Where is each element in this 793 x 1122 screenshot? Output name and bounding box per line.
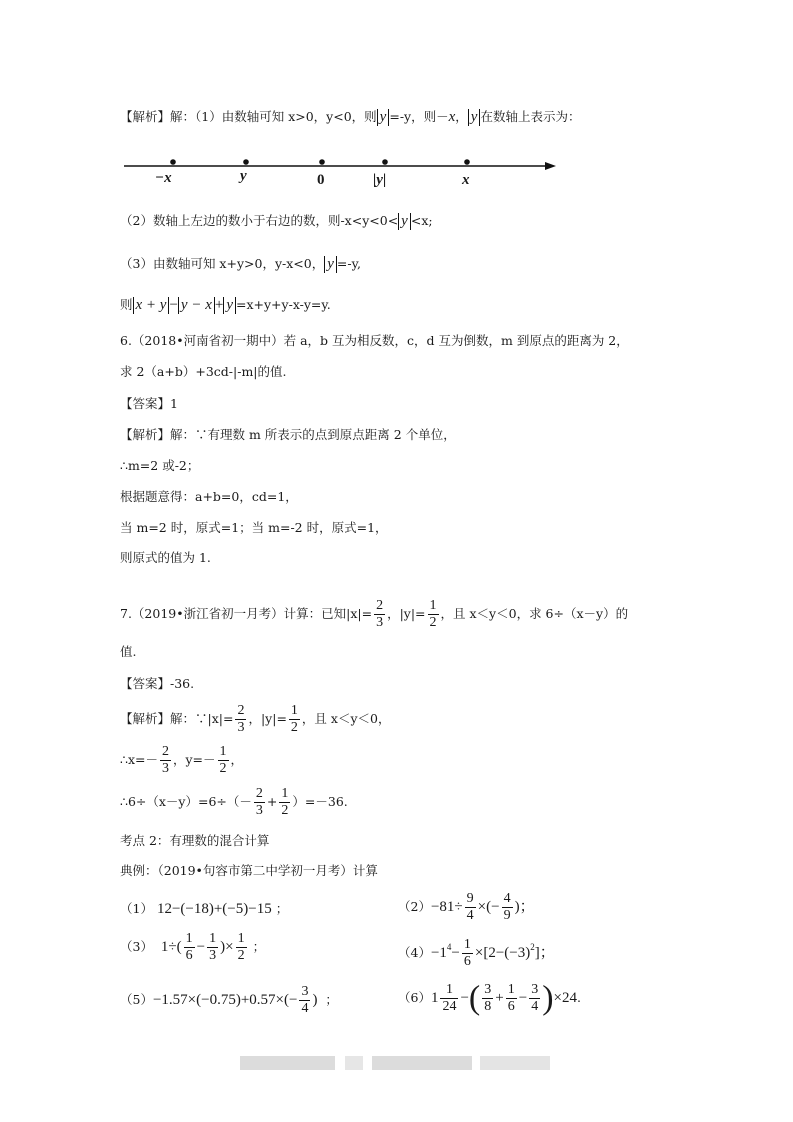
problem-label: （1）	[120, 901, 153, 916]
expression: 1÷(	[160, 939, 182, 955]
denominator: 2	[219, 761, 227, 776]
denominator: 2	[429, 615, 437, 630]
fraction	[184, 931, 195, 964]
expression: )	[312, 992, 318, 1008]
denominator: 6	[507, 999, 515, 1014]
point-abs-y	[382, 159, 388, 165]
fraction	[289, 703, 300, 736]
numerator: 3	[484, 982, 492, 997]
numerator: 1	[445, 982, 453, 997]
left-paren: (	[468, 979, 481, 1017]
denominator: 3	[209, 948, 217, 963]
term: ]；	[534, 945, 555, 961]
analysis-line-4	[120, 296, 331, 314]
q6-analysis-5: 则原式的值为 1.	[120, 550, 211, 565]
expression: ×(−	[477, 899, 500, 915]
abs-y	[377, 109, 390, 126]
denominator: 2	[237, 948, 245, 963]
text: 在数轴上表示为：	[480, 109, 581, 124]
q6-answer: 【答案】1	[120, 396, 178, 411]
expression: +	[495, 990, 504, 1006]
denominator: 2	[290, 720, 298, 735]
fraction	[299, 984, 310, 1017]
abs-x-plus-y	[133, 297, 170, 314]
numerator: 1	[429, 598, 437, 613]
problem-3	[120, 930, 265, 964]
var-y: y	[401, 213, 408, 229]
fraction	[279, 786, 290, 819]
fraction	[160, 744, 171, 777]
watermark-bar	[480, 1056, 550, 1070]
label-y: y	[240, 168, 247, 184]
fraction	[462, 937, 473, 970]
abs-y	[468, 109, 481, 126]
expr: y − x	[180, 297, 212, 313]
q7-answer: 【答案】-36.	[120, 676, 195, 691]
var-y: y	[226, 297, 233, 313]
text: =-y,	[336, 256, 361, 271]
text: 7.（2019•浙江省初一月考）计算：已知|x|=	[120, 606, 373, 621]
numerator: 1	[185, 931, 193, 946]
text: <x;	[410, 213, 433, 228]
numerator: 4	[503, 891, 511, 906]
analysis-line-1	[120, 108, 580, 126]
problem-label: （5）	[120, 992, 153, 1007]
abs-y	[223, 297, 236, 314]
text: ）=－36.	[292, 794, 348, 809]
var-y: y	[379, 109, 387, 125]
fraction	[428, 598, 439, 631]
q7-analysis-1	[120, 702, 390, 736]
problem-label: （3）	[120, 939, 153, 954]
expr: x + y	[135, 297, 167, 313]
denominator: 9	[503, 908, 511, 923]
numerator: 3	[301, 984, 309, 999]
text: （3）由数轴可知 x+y>0，y-x<0，	[120, 256, 325, 271]
var-y: y	[327, 256, 334, 272]
q6-analysis-4: 当 m=2 时，原式=1；当 m=-2 时，原式=1，	[120, 520, 388, 535]
denominator: 3	[255, 803, 263, 818]
numerator: 2	[161, 744, 169, 759]
analysis-tag: 【解析】	[120, 109, 171, 124]
q6-line-1: 6.（2018•河南省初一期中）若 a，b 互为相反数，c，d 互为倒数，m 到原点的距离为 2，	[120, 333, 629, 348]
q7-line-1	[120, 597, 628, 631]
text: ，|y|=	[248, 711, 287, 726]
point-zero	[319, 159, 325, 165]
text: ，	[230, 752, 244, 767]
numerator: 3	[531, 982, 539, 997]
text: ，且 x＜y＜0，求 6÷（x－y）的	[440, 606, 629, 621]
keypoint-title: 考点 2：有理数的混合计算	[120, 833, 270, 848]
text: +	[266, 794, 278, 809]
problem-6	[398, 978, 581, 1018]
point-neg-x	[170, 159, 176, 165]
term: −	[451, 945, 460, 961]
problem-label: （6）	[398, 990, 431, 1005]
label-neg-x: −x	[155, 170, 172, 186]
numerator: 2	[376, 598, 384, 613]
fraction	[374, 598, 385, 631]
fraction	[465, 891, 476, 924]
q6-analysis-2: ∴m=2 或-2；	[120, 458, 200, 473]
expression	[474, 942, 555, 961]
problem-label: （4）	[398, 945, 431, 960]
fraction	[440, 982, 458, 1015]
fraction	[207, 931, 218, 964]
text: ，且 x＜y＜0，	[301, 711, 391, 726]
numerator: 1	[219, 744, 227, 759]
example-title: 典例：（2019•句容市第二中学初一月考）计算	[120, 863, 378, 878]
watermark-bar	[345, 1056, 363, 1070]
numerator: 1	[281, 786, 289, 801]
problem-1	[120, 898, 288, 920]
numerator: 2	[237, 703, 245, 718]
fraction	[218, 744, 229, 777]
text: ，	[455, 109, 468, 124]
expression: −1.57×(−0.75)+0.57×(−	[152, 992, 298, 1008]
denominator: 3	[237, 720, 245, 735]
denominator: 4	[531, 999, 539, 1014]
fraction	[482, 982, 493, 1015]
expression: −	[196, 939, 206, 955]
abs-y-minus-x	[178, 297, 215, 314]
term: −1	[430, 945, 447, 961]
problem-label: （2）	[398, 899, 431, 914]
numerator: 1	[209, 931, 217, 946]
exponent: 4	[446, 942, 452, 952]
denominator: 6	[463, 954, 471, 969]
text: ∴x=－	[120, 752, 158, 767]
numerator: 1	[237, 931, 245, 946]
text: 解：（1）由数轴可知 x>0，y<0，则	[170, 109, 377, 124]
text: 【解析】解：∵|x|=	[120, 711, 234, 726]
expression: −81÷	[430, 899, 463, 915]
watermark-bar	[372, 1056, 472, 1070]
expression: )；	[514, 899, 535, 915]
q6-analysis-3: 根据题意得：a+b=0，cd=1，	[120, 489, 298, 504]
punct: .	[576, 990, 581, 1005]
q6-analysis-1: 【解析】解：∵有理数 m 所表示的点到原点距离 2 个单位，	[120, 427, 456, 442]
number-line	[0, 150, 793, 210]
denominator: 4	[301, 1001, 309, 1016]
label-abs-y: |y|	[373, 172, 387, 188]
text: ∴6÷（x－y）=6÷（－	[120, 794, 252, 809]
var-y: y	[470, 109, 478, 125]
fraction	[235, 703, 246, 736]
label-x: x	[462, 172, 470, 188]
text: ，|y|=	[387, 606, 426, 621]
analysis-line-2	[120, 212, 433, 230]
abs-y	[324, 256, 337, 273]
watermark-bar	[240, 1056, 335, 1070]
expression: −	[518, 990, 528, 1006]
text: ，y=－	[172, 752, 216, 767]
right-paren: )	[542, 979, 554, 1017]
fraction	[529, 982, 540, 1015]
problem-2	[398, 890, 535, 924]
expression: ×24	[553, 990, 577, 1006]
abs-y	[398, 213, 411, 230]
label-zero: 0	[317, 172, 325, 188]
minus-sign: −	[169, 297, 178, 313]
term: ×[2−(−3)	[474, 945, 531, 961]
expression	[430, 942, 460, 961]
q7-analysis-3	[120, 785, 348, 819]
plus-sign: +	[214, 297, 224, 313]
fraction	[236, 931, 247, 964]
var-x: x	[448, 109, 456, 125]
fraction	[506, 982, 517, 1015]
whole-number: 1	[430, 990, 439, 1006]
punct: ；	[275, 901, 289, 916]
point-y	[243, 159, 249, 165]
denominator: 3	[376, 615, 384, 630]
numerator: 1	[507, 982, 515, 997]
expression: −	[460, 990, 469, 1006]
denominator: 2	[281, 803, 289, 818]
q7-line-2: 值.	[120, 644, 137, 659]
numerator: 1	[290, 703, 298, 718]
numerator: 2	[255, 786, 263, 801]
problem-4	[398, 930, 555, 970]
fraction	[254, 786, 265, 819]
point-x	[464, 159, 470, 165]
text: =x+y+y-x-y=y.	[236, 297, 331, 312]
problem-5	[120, 982, 338, 1018]
text: =-y，则－	[389, 109, 449, 124]
denominator: 24	[442, 999, 457, 1014]
expression: 12−(−18)+(−5)−15	[156, 901, 272, 917]
analysis-line-3	[120, 255, 361, 273]
numerator: 9	[466, 891, 474, 906]
arrow-icon	[545, 162, 556, 170]
fraction	[502, 891, 513, 924]
punct: ；	[325, 992, 338, 1007]
denominator: 3	[161, 761, 169, 776]
denominator: 8	[484, 999, 492, 1014]
punct: ；	[252, 939, 266, 954]
text: （2）数轴上左边的数小于右边的数，则-x<y<0<	[120, 213, 399, 228]
q6-line-2: 求 2（a+b）+3cd-|-m|的值.	[120, 364, 287, 379]
denominator: 6	[185, 948, 193, 963]
exponent: 2	[530, 942, 535, 952]
text: 则	[120, 297, 133, 312]
numerator: 1	[463, 937, 471, 952]
denominator: 4	[466, 908, 474, 923]
q7-analysis-2	[120, 743, 243, 777]
expression: )×	[220, 939, 234, 955]
